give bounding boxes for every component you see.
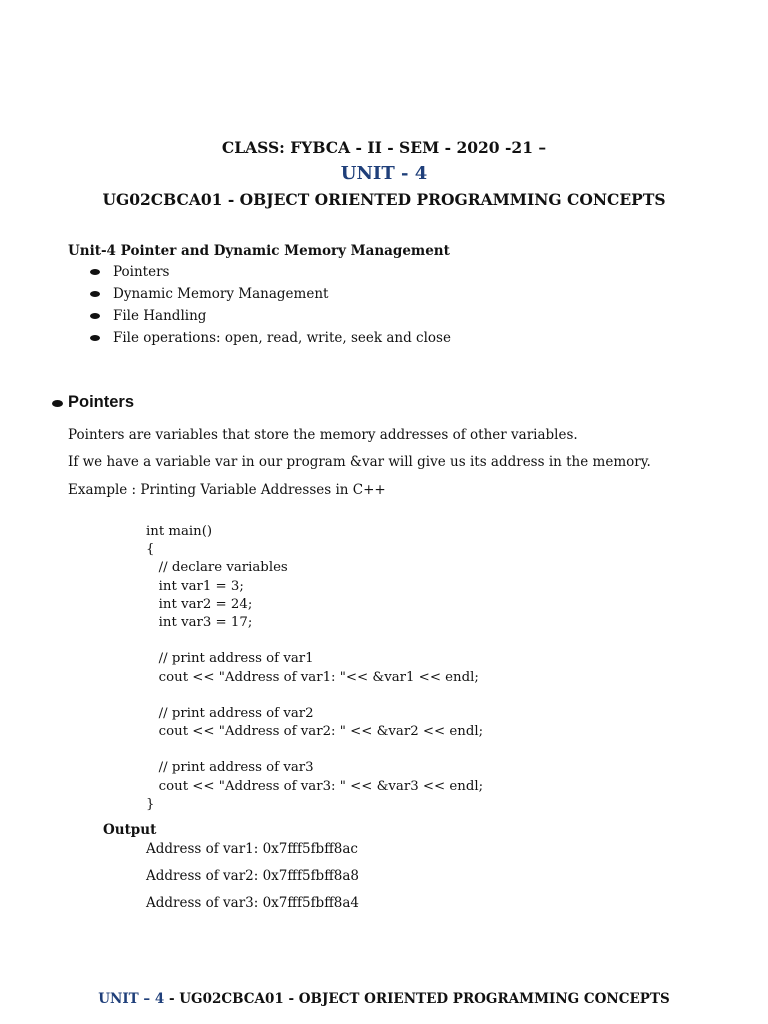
class-line: CLASS: FYBCA - II - SEM - 2020 -21 – xyxy=(221,138,547,157)
code-line: int var1 = 3; xyxy=(146,578,244,594)
course-title: UG02CBCA01 - OBJECT ORIENTED PROGRAMMING CONCEPTS xyxy=(102,190,666,209)
bullet-icon xyxy=(90,335,100,341)
code-line: // print address of var2 xyxy=(146,705,314,721)
bullet-icon xyxy=(90,269,100,275)
code-line: int main() xyxy=(146,524,213,539)
output-line: Address of var2: 0x7fff5fbff8a8 xyxy=(146,868,360,884)
section-title: Pointers xyxy=(68,393,135,411)
list-item xyxy=(90,329,451,351)
code-line: cout << "Address of var1: "<< &var1 << endl; xyxy=(146,669,479,685)
code-block xyxy=(146,523,483,814)
list-item xyxy=(90,263,451,285)
bullet-icon xyxy=(90,313,100,319)
topic-list xyxy=(90,263,451,351)
topic-label: Dynamic Memory Management xyxy=(113,286,329,302)
list-item xyxy=(90,307,451,329)
code-line: int var2 = 24; xyxy=(146,596,253,612)
code-line xyxy=(146,632,483,650)
code-line xyxy=(146,687,483,705)
footer-unit: UNIT – 4 xyxy=(98,991,165,1007)
output-line: Address of var1: 0x7fff5fbff8ac xyxy=(146,841,358,857)
output-label: Output xyxy=(103,822,157,838)
code-line: { xyxy=(146,542,155,558)
unit-title: UNIT - 4 xyxy=(340,163,428,184)
footer-course: - UG02CBCA01 - OBJECT ORIENTED PROGRAMMING CONCEPTS xyxy=(164,991,670,1007)
paragraph: Pointers are variables that store the memory addresses of other variables. xyxy=(68,427,578,443)
topic-label: Pointers xyxy=(113,264,170,280)
output-line: Address of var3: 0x7fff5fbff8a4 xyxy=(146,895,360,911)
code-line: cout << "Address of var2: " << &var2 << endl; xyxy=(146,724,484,740)
code-line: // print address of var3 xyxy=(146,760,314,776)
list-item xyxy=(90,285,451,307)
code-line: } xyxy=(146,796,155,812)
bullet-icon xyxy=(90,291,100,297)
bullet-icon xyxy=(52,400,63,407)
code-line: int var3 = 17; xyxy=(146,614,253,630)
paragraph: If we have a variable var in our program &var will give us its address in the memory. xyxy=(68,454,651,470)
code-line: // declare variables xyxy=(146,560,288,576)
topic-label: File Handling xyxy=(113,308,207,324)
code-line xyxy=(146,741,483,759)
example-caption: Example : Printing Variable Addresses in C++ xyxy=(68,482,386,498)
topic-label: File operations: open, read, write, seek and close xyxy=(113,330,451,346)
unit-heading: Unit-4 Pointer and Dynamic Memory Management xyxy=(68,243,450,259)
code-line: cout << "Address of var3: " << &var3 << endl; xyxy=(146,778,484,794)
page-footer xyxy=(0,991,768,1007)
code-line: // print address of var1 xyxy=(146,651,314,667)
